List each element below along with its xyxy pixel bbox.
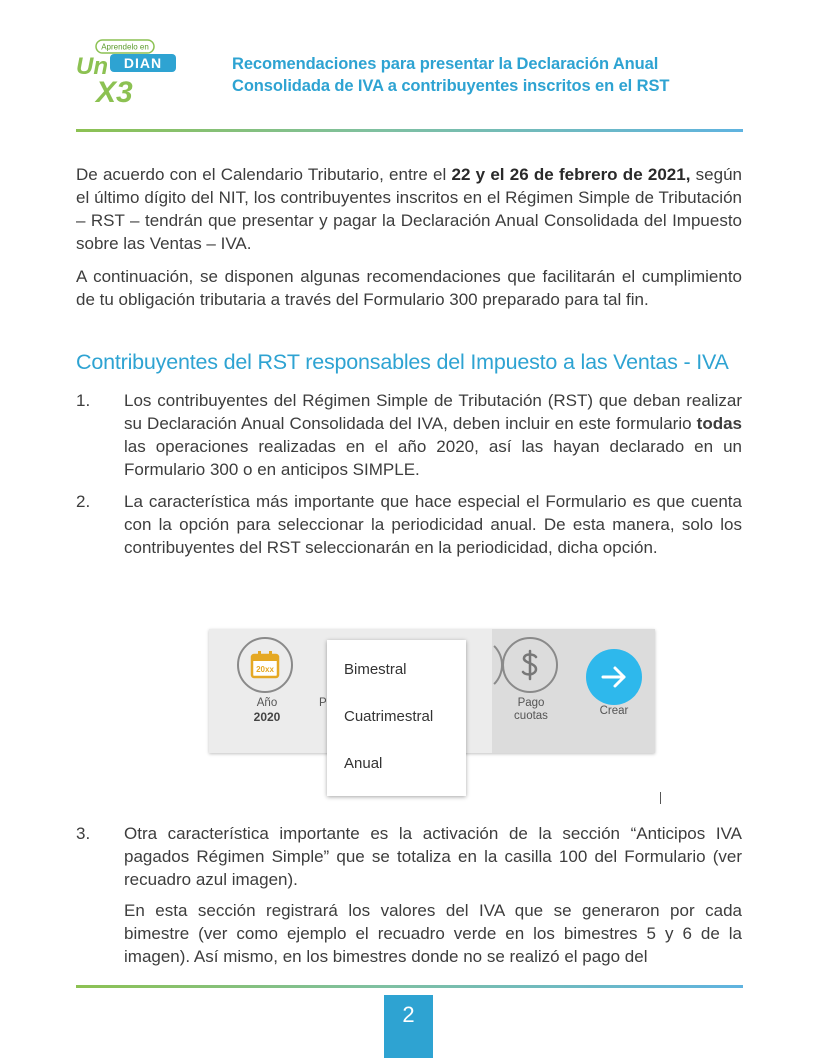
create-button[interactable] (586, 649, 642, 705)
menu-option-cuatrimestral[interactable]: Cuatrimestral (344, 708, 434, 725)
item-text-3-continuation: En esta sección registrará los valores del IVA que se generaron por cada bimestre (ver como ejemplo el recuadro verde en los bimestres 5 y 6 de la imagen). Así mismo, en los bimestres donde no se realizó el pago del (124, 901, 742, 966)
item-number-3: 3. (76, 824, 91, 843)
year-selector-circle[interactable] (237, 637, 293, 693)
periodicity-dropdown-menu (327, 640, 466, 796)
svg-text:Aprendelo en: Aprendelo en (101, 42, 149, 52)
svg-text:20xx: 20xx (256, 665, 274, 674)
page-number-badge (384, 995, 433, 1058)
item-text-1: Los contribuyentes del Régimen Simple de Tributación (RST) que deban realizar su Declaración Anual Consolidada del IVA, deben incluir en este formulario todas las operaciones realizadas en el año 2020, así las hayan declarado en un Formulario 300 o en anticipos SIMPLE. (124, 391, 742, 479)
svg-text:X3: X3 (96, 76, 133, 108)
intro-paragraph-1: De acuerdo con el Calendario Tributario, entre el 22 y el 26 de febrero de 2021, según el último dígito del NIT, los contribuyentes inscritos en el Régimen Simple de Tributación – RST – tendrán que presentar y pagar la Declaración Anual Consolidada del Impuesto sobre las Ventas – IVA. (76, 165, 742, 253)
svg-text:DIAN: DIAN (123, 55, 163, 71)
year-value: 2020 (253, 710, 281, 724)
item-text-3: Otra característica importante es la activación de la sección “Anticipos IVA pagados Régimen Simple” que se totaliza en la casilla 100 del Formulario (ver recuadro azul imagen). (124, 824, 742, 889)
item-number-2: 2. (76, 492, 91, 511)
header-divider (76, 129, 743, 132)
payment-label: Pago cuotas (514, 697, 548, 722)
header-title-line-1: Recomendaciones para presentar la Declaración Anual (232, 55, 659, 73)
intro-paragraph-2: A continuación, se disponen algunas recomendaciones que facilitarán el cumplimiento de tu obligación tributaria a través del Formulario 300 preparado para tal fin. (76, 267, 742, 309)
svg-text:Un: Un (76, 53, 108, 80)
dollar-icon (518, 649, 542, 681)
arrow-right-icon (599, 662, 629, 692)
item-text-2: La característica más importante que hace especial el Formulario es que cuenta con la opción para seleccionar la periodicidad anual. De esta manera, solo los contribuyentes del RST seleccionarán en la periodicidad, dicha opción. (124, 492, 742, 557)
page-number: 2 (402, 1002, 415, 1027)
section-heading: Contribuyentes del RST responsables del Impuesto a las Ventas - IVA (76, 350, 729, 374)
calendar-icon (250, 651, 280, 679)
create-label: Crear (599, 705, 629, 717)
text-cursor-mark (660, 792, 661, 804)
menu-option-anual[interactable]: Anual (344, 755, 383, 772)
document-header-title (232, 53, 702, 97)
header-title-line-2: Consolidada de IVA a contribuyentes inscritos en el RST (232, 77, 670, 95)
year-label: Año (256, 697, 278, 709)
payment-selector-circle[interactable] (502, 637, 558, 693)
un-dian-x3-logo (74, 38, 184, 108)
menu-option-bimestral[interactable]: Bimestral (344, 661, 407, 678)
footer-divider (76, 985, 743, 988)
item-number-1: 1. (76, 391, 91, 410)
periodicity-label-partial: P (319, 697, 327, 709)
